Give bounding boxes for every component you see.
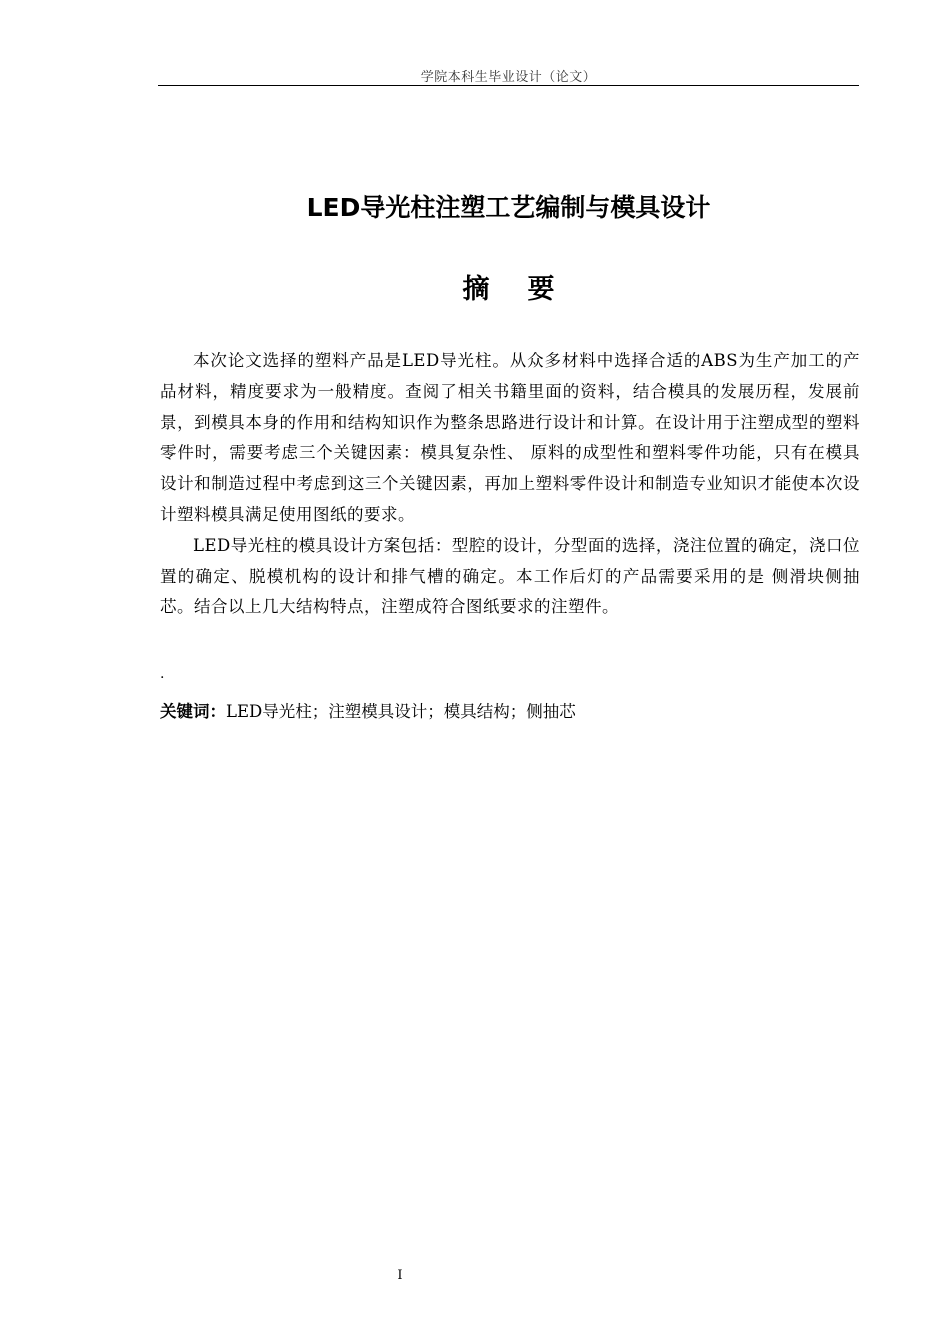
keywords-value: LED导光柱；注塑模具设计；模具结构；侧抽芯 — [226, 702, 576, 721]
abstract-heading: 摘要 — [462, 274, 593, 305]
header-rule — [158, 85, 859, 86]
abstract-paragraph-2: LED导光柱的模具设计方案包括：型腔的设计，分型面的选择，浇注位置的确定，浇口位置的确定、脱模机构的设计和排气槽的确定。本工作后灯的产品需要采用的是 侧滑块侧抽芯。结合以上几大结构特点，注塑成符合图纸要求的注塑件。 — [160, 535, 860, 617]
abstract-paragraph-1: 本次论文选择的塑料产品是LED导光柱。从众多材料中选择合适的ABS为生产加工的产品材料，精度要求为一般精度。查阅了相关书籍里面的资料，结合模具的发展历程，发展前景，到模具本身的作用和结构知识作为整条思路进行设计和计算。在设计用于注塑成型的塑料零件时，需要考虑三个关键因素：模具复杂性、 原料的成型性和塑料零件功能，只有在模具设计和制造过程中考虑到这三个关键因素，再加上塑料零件设计和制造专业知识才能使本次设计塑料模具满足使用图纸的要求。 — [160, 351, 860, 524]
stray-mark: . — [160, 666, 165, 682]
running-header: 学院本科生毕业设计（论文） — [420, 70, 597, 85]
document-title: LED导光柱注塑工艺编制与模具设计 — [306, 193, 711, 222]
keywords-label: 关键词： — [160, 702, 226, 721]
abstract-body — [160, 346, 860, 623]
keywords-line — [160, 699, 860, 725]
page-number: I — [397, 1268, 403, 1283]
